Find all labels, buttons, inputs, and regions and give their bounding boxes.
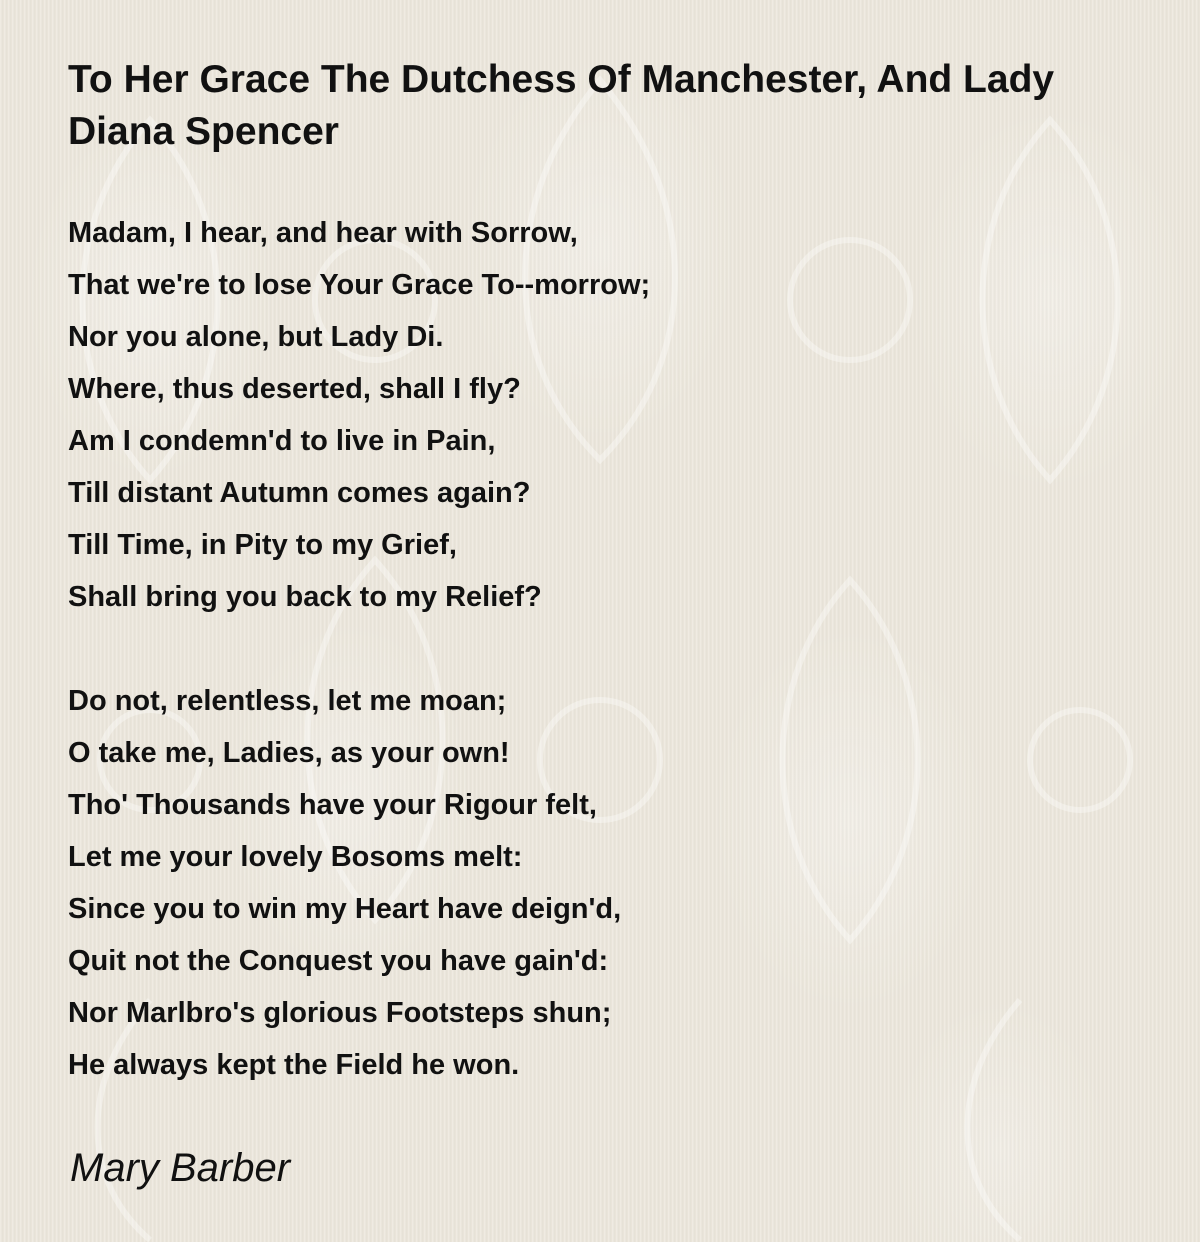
poem-line: Madam, I hear, and hear with Sorrow, bbox=[68, 217, 578, 249]
poem-body bbox=[68, 207, 1148, 1091]
poem-author: Mary Barber bbox=[70, 1146, 291, 1190]
poem-line: Nor Marlbro's glorious Footsteps shun; bbox=[68, 997, 612, 1029]
stanza-1 bbox=[68, 207, 1148, 623]
poem-line: Where, thus deserted, shall I fly? bbox=[68, 373, 521, 405]
poem-line: Shall bring you back to my Relief? bbox=[68, 581, 542, 613]
poem-line: Tho' Thousands have your Rigour felt, bbox=[68, 789, 597, 821]
poem-page bbox=[68, 54, 1148, 1091]
poem-line: O take me, Ladies, as your own! bbox=[68, 737, 510, 769]
stanza-gap bbox=[68, 623, 1148, 675]
poem-title: To Her Grace The Dutchess Of Manchester, And Lady Diana Spencer bbox=[68, 58, 1055, 153]
stanza-2 bbox=[68, 675, 1148, 1091]
poem-line: He always kept the Field he won. bbox=[68, 1049, 520, 1081]
poem-line: Quit not the Conquest you have gain'd: bbox=[68, 945, 609, 977]
poem-line: Do not, relentless, let me moan; bbox=[68, 685, 507, 717]
poem-line: Since you to win my Heart have deign'd, bbox=[68, 893, 622, 925]
poem-line: Till distant Autumn comes again? bbox=[68, 477, 531, 509]
poem-line: Till Time, in Pity to my Grief, bbox=[68, 529, 457, 561]
poem-line: Am I condemn'd to live in Pain, bbox=[68, 425, 496, 457]
poem-line: Nor you alone, but Lady Di. bbox=[68, 321, 444, 353]
poem-line: Let me your lovely Bosoms melt: bbox=[68, 841, 523, 873]
poem-line: That we're to lose Your Grace To--morrow; bbox=[68, 269, 651, 301]
